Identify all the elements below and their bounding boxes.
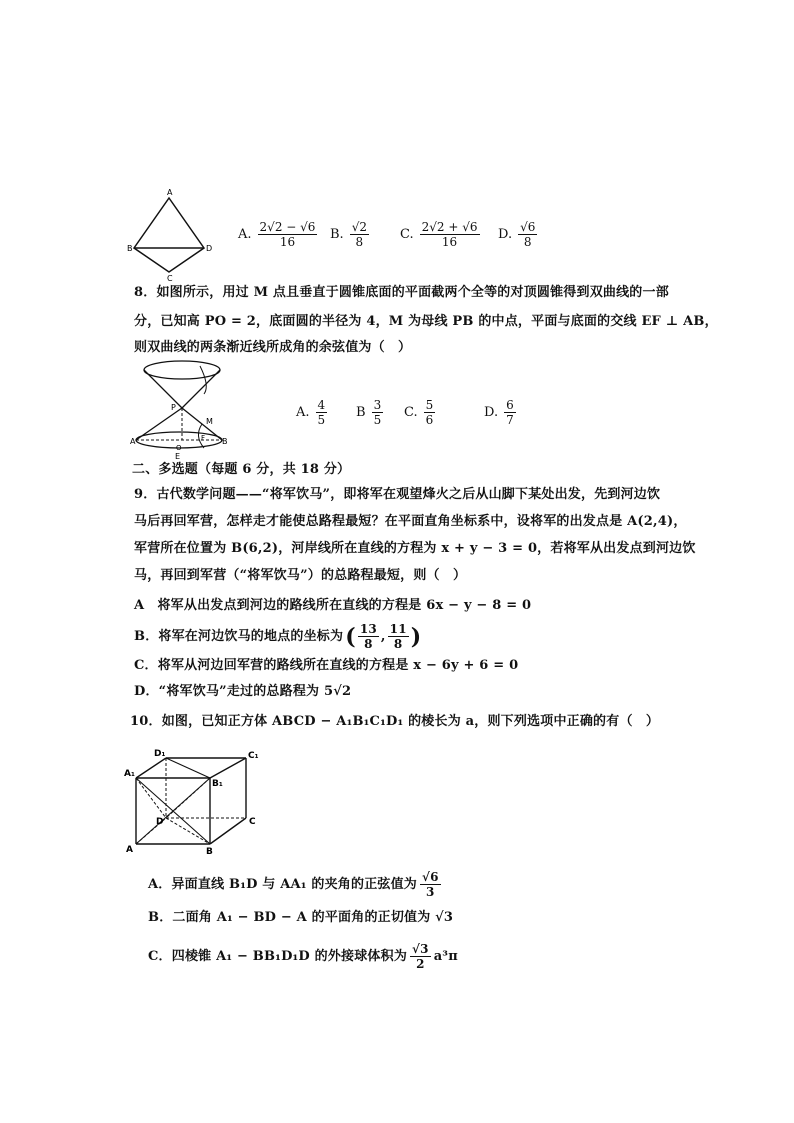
- q9-stem-line-4: 马，再回到军营（“将军饮马”）的总路程最短，则（ ）: [134, 568, 467, 583]
- q7-option-d[interactable]: D. $\frac{√6}{8}$: [498, 220, 536, 249]
- fraction: $\frac{5}{6}$: [425, 398, 434, 427]
- top-cone-left: [144, 370, 182, 408]
- fraction: $\frac{√3}{2}$: [412, 942, 429, 971]
- fraction: $\frac{11}{8}$: [389, 622, 407, 651]
- q8-option-d[interactable]: D. $\frac{6}{7}$: [484, 398, 514, 427]
- edge-a1d1: [136, 758, 166, 778]
- label-f: F: [201, 434, 206, 442]
- q8-stem-line-3: 则双曲线的两条渐近线所成角的余弦值为（ ）: [134, 340, 412, 355]
- q10-option-b[interactable]: B．二面角 A₁ − BD − A 的平面角的正切值为 √3: [148, 910, 454, 925]
- diag-db: [166, 818, 210, 844]
- q9-option-d[interactable]: D．“将军饮马”走过的总路程为 5√2: [134, 684, 352, 699]
- label-a: A: [167, 188, 173, 197]
- fraction: $\frac{4}{5}$: [317, 398, 326, 427]
- diag-d1b1: [166, 758, 210, 778]
- fraction: $\frac{2√2 + √6}{16}$: [421, 220, 478, 249]
- q10-option-c[interactable]: C．四棱锥 A₁ − BB₁D₁D 的外接球体积为 $\frac{√3}{2}$ a³π: [148, 942, 458, 971]
- q8-stem-line-2: 分，已知高 PO = 2，底面圆的半径为 4，M 为母线 PB 的中点，平面与底面的交线 EF ⊥ AB，: [134, 314, 718, 329]
- q9-option-c[interactable]: C．将军从河边回军营的路线所在直线的方程是 x − 6y + 6 = 0: [134, 658, 519, 673]
- edge-b1c1: [210, 758, 246, 778]
- label-d: D: [156, 817, 164, 827]
- q8-double-cone-figure: [130, 358, 230, 460]
- q9-stem-line-2: 马后再回军营，怎样走才能使总路程最短？在平面直角坐标系中，设将军的出发点是 A(2,4)，: [134, 514, 687, 529]
- q9-option-b[interactable]: B．将军在河边饮马的地点的坐标为 ( $\frac{13}{8}$ , $\frac{11}{8}$ ): [134, 622, 422, 651]
- label-p: P: [171, 403, 176, 412]
- top-cone-right: [182, 370, 220, 408]
- label-d1: D₁: [154, 749, 166, 759]
- label-c: C: [249, 817, 256, 827]
- label-o: O: [176, 444, 182, 452]
- label-b: B: [127, 244, 133, 253]
- fraction: $\frac{13}{8}$: [359, 622, 377, 651]
- label-b: B: [222, 437, 228, 446]
- label-d: D: [206, 244, 212, 253]
- edge-bc: [210, 818, 246, 844]
- q10-option-a[interactable]: A．异面直线 B₁D 与 AA₁ 的夹角的正弦值为 $\frac{√6}{3}$: [148, 870, 439, 899]
- q8-option-c[interactable]: C. $\frac{5}{6}$: [404, 398, 434, 427]
- q7-rhombus-figure: [126, 186, 212, 282]
- q7-option-c[interactable]: C. $\frac{2√2 + √6}{16}$: [400, 220, 478, 249]
- fraction: $\frac{3}{5}$: [373, 398, 382, 427]
- q9-stem-line-3: 军营所在位置为 B(6,2)，河岸线所在直线的方程为 x + y − 3 = 0，若将军从出发点到河边饮: [134, 541, 696, 556]
- label-a1: A₁: [124, 769, 135, 779]
- q8-option-a[interactable]: A. $\frac{4}{5}$: [296, 398, 326, 427]
- q10-stem: 10．如图，已知正方体 ABCD − A₁B₁C₁D₁ 的棱长为 a，则下列选项中正确的有（ ）: [130, 714, 660, 729]
- label-b1: B₁: [212, 779, 223, 789]
- label-a: A: [126, 845, 133, 855]
- rhombus-outline: [134, 198, 204, 272]
- q8-stem-line-1: 8．如图所示，用过 M 点且垂直于圆锥底面的平面截两个全等的对顶圆锥得到双曲线的一部: [134, 285, 669, 300]
- label-b: B: [206, 847, 213, 856]
- q10-cube-figure: [124, 744, 264, 856]
- fraction: $\frac{√6}{3}$: [422, 870, 439, 899]
- diag-a1d: [136, 778, 166, 818]
- label-m: M: [206, 417, 213, 426]
- top-ellipse: [144, 361, 220, 379]
- fraction: $\frac{2√2 - √6}{16}$: [259, 220, 316, 249]
- label-c1: C₁: [248, 751, 259, 761]
- fraction: $\frac{6}{7}$: [506, 398, 514, 427]
- label-c: C: [167, 274, 173, 282]
- fraction: $\frac{√6}{8}$: [520, 220, 536, 249]
- q7-option-b[interactable]: B. $\frac{√2}{8}$: [330, 220, 367, 249]
- q9-stem-line-1: 9．古代数学问题——“将军饮马”，即将军在观望烽火之后从山脚下某处出发，先到河边饮: [134, 487, 661, 502]
- section-title: 二、多选题（每题 6 分，共 18 分）: [132, 462, 351, 477]
- q9-option-a[interactable]: A 将军从出发点到河边的路线所在直线的方程是 6x − y − 8 = 0: [134, 598, 532, 613]
- label-e: E: [175, 452, 181, 460]
- q7-option-a[interactable]: A. $\frac{2√2 - √6}{16}$: [238, 220, 316, 249]
- q8-option-b[interactable]: B $\frac{3}{5}$: [356, 398, 382, 427]
- label-a: A: [130, 437, 136, 446]
- fraction: $\frac{√2}{8}$: [351, 220, 367, 249]
